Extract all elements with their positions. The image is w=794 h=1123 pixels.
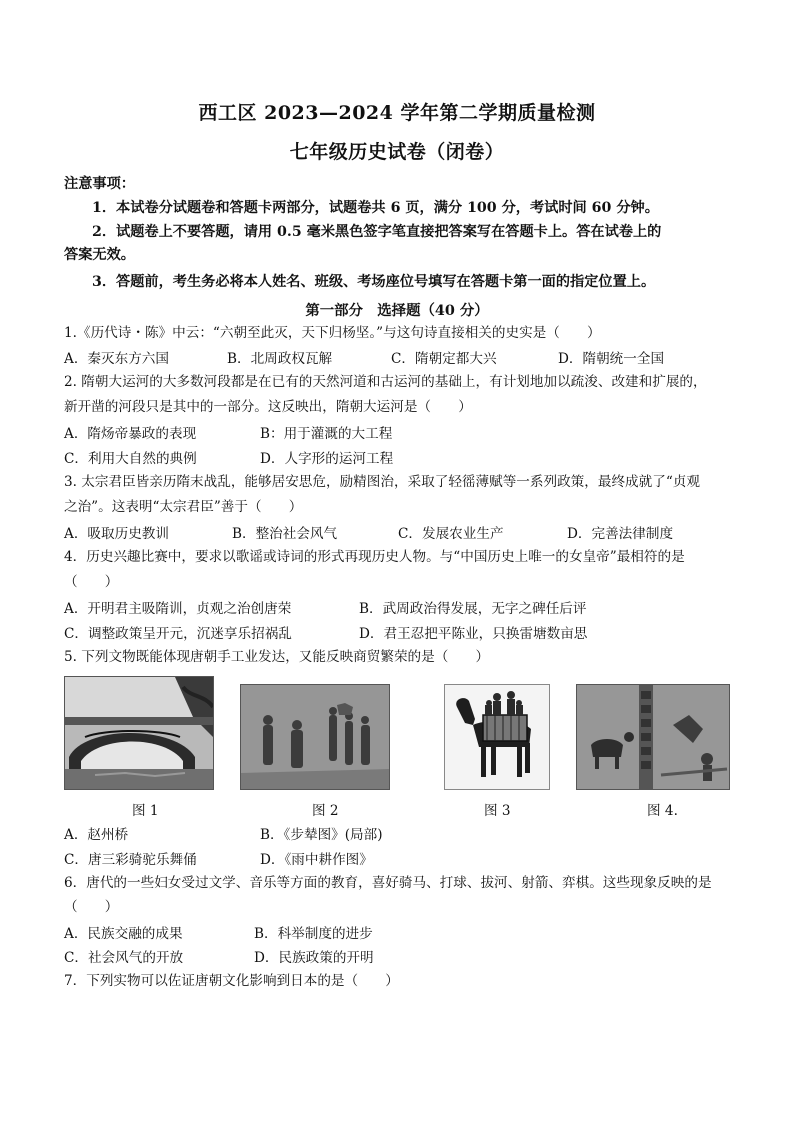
- q1-option-d: D．隋朝统一全国: [558, 351, 665, 367]
- q5-option-a: A．赵州桥: [64, 827, 129, 843]
- exam-subtitle: 七年级历史试卷（闭卷）: [289, 141, 505, 163]
- q4-stem-2: （ ）: [64, 574, 119, 590]
- section-title: 第一部分 选择题（40 分）: [305, 302, 489, 319]
- notice-heading: 注意事项：: [64, 176, 135, 192]
- q3-option-b: B．整治社会风气: [232, 526, 338, 542]
- q6-option-c: C．社会风气的开放: [64, 950, 184, 966]
- q4-option-d: D．君王忍把平陈业，只换雷塘数亩思: [359, 626, 588, 642]
- q3-option-a: A．吸取历史教训: [64, 526, 169, 542]
- notice-item-2-cont: 答案无效。: [64, 247, 135, 263]
- q4-stem-1: 4．历史兴趣比赛中，要求以歌谣或诗词的形式再现历史人物。与“中国历史上唯一的女皇帝”最相符的是: [64, 549, 685, 565]
- figure-1-zhaozhou-bridge-image: [64, 676, 214, 790]
- q2-stem-1: 2. 隋朝大运河的大多数河段都是在已有的天然河道和古运河的基础上，有计划地加以疏浚、改建和扩展的，: [64, 374, 707, 390]
- q2-option-d: D．人字形的运河工程: [260, 451, 394, 467]
- q2-option-a: A．隋炀帝暴政的表现: [64, 426, 197, 442]
- figure-3-tang-sancai-camel-image: [444, 684, 550, 790]
- figure-3-caption: 图 3: [484, 803, 511, 819]
- q2-option-b: B：用于灌溉的大工程: [260, 426, 393, 442]
- figure-4-farming-in-rain-image: [576, 684, 730, 790]
- q2-option-c: C．利用大自然的典例: [64, 451, 197, 467]
- figure-1-caption: 图 1: [132, 803, 159, 819]
- q4-option-c: C．调整政策呈开元，沉迷享乐招祸乱: [64, 626, 292, 642]
- q1-option-a: A．秦灭东方六国: [64, 351, 169, 367]
- notice-item-2: 2．试题卷上不要答题，请用 0.5 毫米黑色签字笔直接把答案写在答题卡上。答在试卷上的: [92, 224, 662, 240]
- q5-stem: 5. 下列文物既能体现唐朝手工业发达，又能反映商贸繁荣的是（ ）: [64, 649, 490, 665]
- q2-stem-2: 新开凿的河段只是其中的一部分。这反映出，隋朝大运河是（ ）: [64, 399, 472, 415]
- exam-title: 西工区 2023—2024 学年第二学期质量检测: [198, 102, 596, 124]
- q6-stem-1: 6．唐代的一些妇女受过文学、音乐等方面的教育，喜好骑马、打球、拔河、射箭、弈棋。这些现象反映的是: [64, 875, 712, 891]
- q5-option-c: C．唐三彩骑驼乐舞俑: [64, 852, 197, 868]
- q3-option-c: C．发展农业生产: [398, 526, 504, 542]
- q3-stem-2: 之治”。这表明“太宗君臣”善于（ ）: [64, 499, 303, 515]
- figure-2-caption: 图 2: [312, 803, 339, 819]
- q3-stem-1: 3. 太宗君臣皆亲历隋末战乱，能够居安思危，励精图治，采取了轻徭薄赋等一系列政策，最终成就了“贞观: [64, 474, 700, 490]
- q1-stem: 1.《历代诗・陈》中云：“六朝至此灭，天下归杨坚。”与这句诗直接相关的史实是（ ）: [64, 325, 601, 341]
- q6-option-a: A．民族交融的成果: [64, 926, 183, 942]
- q6-option-d: D．民族政策的开明: [254, 950, 374, 966]
- q7-stem: 7．下列实物可以佐证唐朝文化影响到日本的是（ ）: [64, 973, 399, 989]
- q4-option-a: A．开明君主吸隋训，贞观之治创唐荣: [64, 601, 292, 617]
- q6-stem-2: （ ）: [64, 899, 119, 915]
- q1-option-c: C．隋朝定都大兴: [391, 351, 497, 367]
- q5-option-d: D．《雨中耕作图》: [260, 852, 373, 868]
- q4-option-b: B．武周政治得发展，无字之碑任后评: [359, 601, 587, 617]
- q6-option-b: B．科举制度的进步: [254, 926, 373, 942]
- q3-option-d: D．完善法律制度: [567, 526, 674, 542]
- notice-item-1: 1．本试卷分试题卷和答题卡两部分，试题卷共 6 页，满分 100 分，考试时间 60 分钟。: [92, 200, 659, 216]
- notice-item-3: 3．答题前，考生务必将本人姓名、班级、考场座位号填写在答题卡第一面的指定位置上。: [92, 274, 656, 290]
- figure-4-caption: 图 4.: [647, 803, 678, 819]
- q1-option-b: B．北周政权瓦解: [227, 351, 333, 367]
- figure-2-bunian-painting-image: [240, 684, 390, 790]
- q5-option-b: B．《步辇图》(局部): [260, 827, 383, 843]
